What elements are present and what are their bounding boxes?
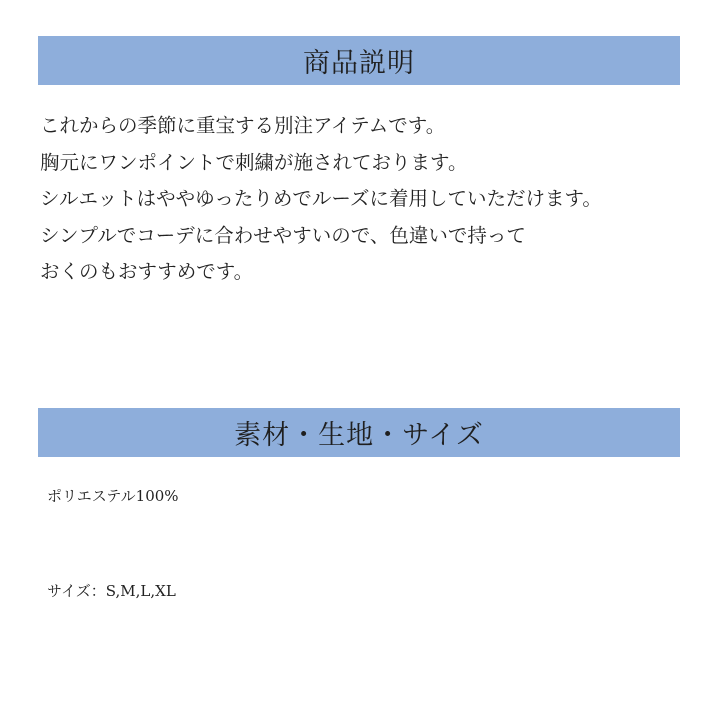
product-description-heading: 商品説明 <box>303 48 415 79</box>
description-line: シンプルでコーデに合わせやすいので、色違いで持って <box>40 223 526 247</box>
description-line: 胸元にワンポイントで刺繍が施されております。 <box>40 150 468 174</box>
description-line: おくのもおすすめです。 <box>40 260 254 283</box>
product-description-header <box>38 36 680 85</box>
material-size-heading: 素材・生地・サイズ <box>234 420 484 451</box>
material-size-header <box>38 408 680 457</box>
material-composition: ポリエステル100% <box>47 487 179 505</box>
product-description-body <box>40 108 685 291</box>
description-line: シルエットはややゆったりめでルーズに着用していただけます。 <box>40 187 602 210</box>
description-line: これからの季節に重宝する別注アイテムです。 <box>40 114 446 137</box>
size-options: サイズ：S,M,L,XL <box>47 582 176 600</box>
